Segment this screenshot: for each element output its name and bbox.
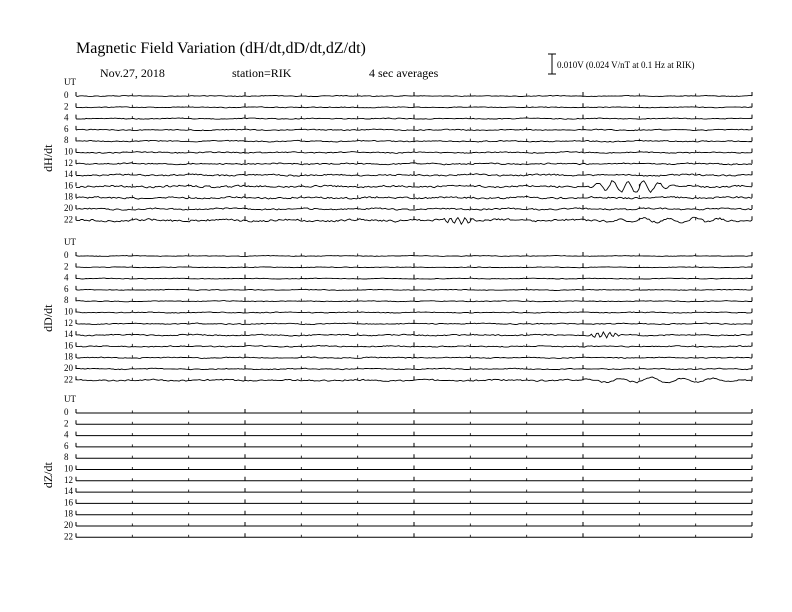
scale-note: 0.010V (0.024 V/nT at 0.1 Hz at RIK) bbox=[557, 60, 695, 70]
scale-bar bbox=[548, 54, 556, 74]
row-hour-label: 2 bbox=[64, 418, 69, 429]
row-hour-label: 16 bbox=[64, 497, 73, 508]
row-hour-label: 22 bbox=[64, 531, 73, 542]
ut-label: UT bbox=[64, 77, 76, 87]
row-hour-label: 18 bbox=[64, 191, 73, 202]
date-label: Nov.27, 2018 bbox=[100, 66, 165, 80]
row-hour-label: 8 bbox=[64, 452, 69, 463]
row-hour-label: 16 bbox=[64, 180, 73, 191]
row-hour-label: 12 bbox=[64, 317, 73, 328]
row-hour-label: 20 bbox=[64, 203, 73, 213]
row-hour-label: 4 bbox=[64, 272, 69, 283]
row-hour-label: 10 bbox=[64, 463, 73, 474]
station-label: station=RIK bbox=[232, 66, 292, 80]
row-hour-label: 18 bbox=[64, 351, 73, 362]
row-hour-label: 14 bbox=[64, 329, 73, 340]
row-hour-label: 6 bbox=[64, 123, 69, 134]
panel-axis-label: dD/dt bbox=[41, 304, 55, 332]
row-hour-label: 10 bbox=[64, 306, 73, 317]
row-hour-label: 14 bbox=[64, 169, 73, 180]
row-hour-label: 14 bbox=[64, 486, 73, 497]
chart-title: Magnetic Field Variation (dH/dt,dD/dt,dZ/dt) bbox=[76, 40, 366, 57]
row-hour-label: 18 bbox=[64, 508, 73, 519]
row-hour-label: 6 bbox=[64, 440, 69, 451]
averaging-label: 4 sec averages bbox=[369, 66, 439, 80]
ut-label: UT bbox=[64, 394, 76, 404]
row-hour-label: 4 bbox=[64, 429, 69, 440]
row-hour-label: 0 bbox=[64, 250, 69, 260]
panel-1 bbox=[41, 77, 752, 224]
row-hour-label: 8 bbox=[64, 295, 69, 306]
row-hour-label: 0 bbox=[64, 90, 69, 100]
row-hour-label: 16 bbox=[64, 340, 73, 351]
row-hour-label: 10 bbox=[64, 146, 73, 157]
row-hour-label: 8 bbox=[64, 135, 69, 146]
row-hour-label: 2 bbox=[64, 101, 69, 112]
row-hour-label: 4 bbox=[64, 112, 69, 123]
panel-axis-label: dH/dt bbox=[41, 144, 55, 172]
row-hour-label: 22 bbox=[64, 214, 73, 225]
row-hour-label: 0 bbox=[64, 407, 69, 417]
ut-label: UT bbox=[64, 237, 76, 247]
row-hour-label: 22 bbox=[64, 374, 73, 385]
panel-3 bbox=[41, 394, 752, 541]
panel-axis-label: dZ/dt bbox=[41, 462, 55, 489]
row-hour-label: 20 bbox=[64, 520, 73, 530]
panel-2 bbox=[41, 237, 752, 384]
row-hour-label: 6 bbox=[64, 283, 69, 294]
row-hour-label: 2 bbox=[64, 261, 69, 272]
row-hour-label: 20 bbox=[64, 363, 73, 373]
row-hour-label: 12 bbox=[64, 474, 73, 485]
row-hour-label: 12 bbox=[64, 157, 73, 168]
